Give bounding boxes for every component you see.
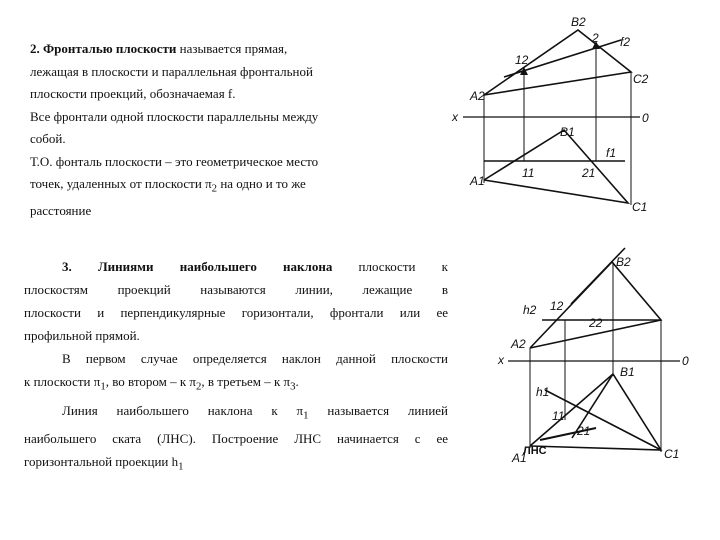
section-3-line-2: плоскостям проекций называются линии, лежащие в bbox=[24, 282, 448, 297]
label-1-top: 11 bbox=[522, 166, 535, 180]
section-2-line-6: Т.О. фонталь плоскости – это геометрическое место bbox=[30, 153, 319, 169]
section-3-line-3: плоскости и перпендикулярные горизонтали, фронтали или ее bbox=[24, 305, 448, 320]
section-3-p3-line-1: Линия наибольшего наклона к $\pi_1$ называется линией bbox=[62, 402, 448, 422]
section-2-line-1: 2. Фронталью плоскости называется прямая, bbox=[30, 41, 288, 56]
label-f2: f2 bbox=[620, 35, 631, 49]
label-2-front: 2 bbox=[592, 31, 599, 45]
label-a2: A2 bbox=[470, 89, 485, 103]
label-f1: f1 bbox=[606, 146, 617, 160]
label-zero-2: 0 bbox=[682, 354, 689, 368]
label-zero: 0 bbox=[642, 111, 649, 125]
section-3-p3-line-3: горизонтальной проекции $h_1$ bbox=[24, 454, 184, 473]
section-3-p2-line-1: В первом случае определяется наклон данной плоскости bbox=[62, 351, 448, 366]
label-21: 21 bbox=[577, 424, 591, 438]
label-b2: B2 bbox=[571, 15, 586, 29]
triangle-a1b1c1 bbox=[484, 130, 628, 203]
label-1-front: 12 bbox=[515, 53, 529, 67]
label-b1: B1 bbox=[560, 125, 575, 139]
label-2-top: 21 bbox=[582, 166, 596, 180]
label-b2-2: B2 bbox=[616, 255, 631, 269]
section-2-line-8: расстояние bbox=[30, 203, 92, 219]
section-3-p3-line-2: наибольшего ската (ЛНС). Построение ЛНС начинается с ее bbox=[24, 431, 448, 447]
label-a2-2: A2 bbox=[511, 337, 526, 351]
label-a1: A1 bbox=[470, 174, 485, 188]
section-2-line-4: Все фронтали одной плоскости параллельны между bbox=[30, 108, 319, 124]
label-22: 22 bbox=[589, 316, 603, 330]
section-2-line-7: точек, удаленных от плоскости $\pi_2$ на одно и то же bbox=[30, 176, 306, 195]
triangle-a2b2c2 bbox=[484, 30, 631, 95]
label-c1-2: C1 bbox=[664, 447, 680, 461]
section-3-line-1: 3. Линиями наибольшего наклона плоскости к bbox=[62, 259, 448, 274]
section-2-title: 2. Фронталью плоскости bbox=[30, 41, 177, 56]
section-2-line-5: собой. bbox=[30, 131, 66, 146]
section-2-line-3: плоскости проекций, обозначаемая f. bbox=[30, 86, 236, 101]
section-2-line-2: лежащая в плоскости и параллельная фронтальной bbox=[30, 63, 313, 79]
label-x-axis: x bbox=[452, 110, 458, 124]
label-c1: C1 bbox=[632, 200, 648, 214]
label-x-axis-2: x bbox=[498, 353, 504, 367]
label-lns: ЛНС bbox=[523, 445, 547, 457]
frontal-diagram-labels bbox=[451, 15, 649, 214]
label-b1-2: B1 bbox=[620, 365, 635, 379]
label-h2: h2 bbox=[523, 303, 537, 317]
label-11: 11 bbox=[552, 409, 565, 423]
section-3-title: 3. Линиями наибольшего наклона bbox=[62, 259, 333, 274]
label-12: 12 bbox=[550, 299, 564, 313]
frontal-diagram bbox=[463, 30, 640, 205]
section-3-line-4: профильной прямой. bbox=[24, 328, 140, 343]
label-c2: C2 bbox=[633, 72, 649, 86]
section-3-p2-line-2: к плоскости $\pi_1$, во втором – к $\pi_2$, в третьем – к $\pi_3$. bbox=[24, 374, 299, 393]
label-h1: h1 bbox=[536, 385, 550, 399]
slope-line-diagram bbox=[508, 248, 680, 452]
label-a1-2: A1 bbox=[512, 451, 527, 465]
slope-line-diagram-labels bbox=[497, 255, 689, 465]
